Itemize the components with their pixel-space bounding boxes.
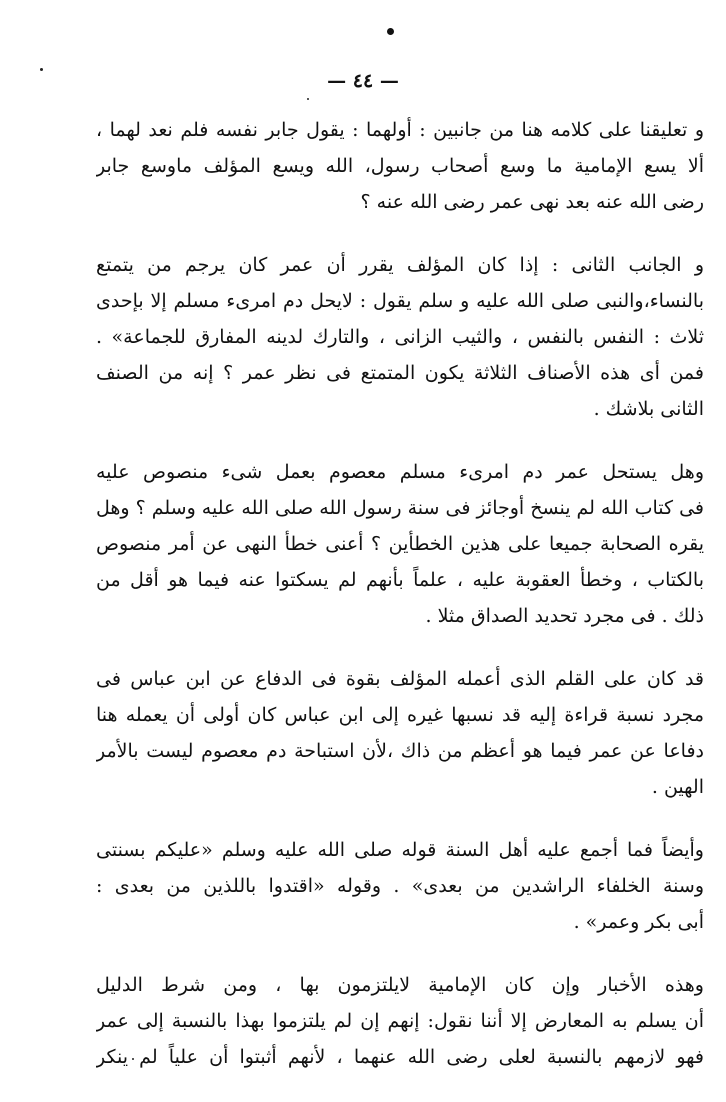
paragraph-2 bbox=[96, 247, 704, 427]
text-line: فى كتاب الله لم ينسخ أوجائز فى سنة رسول الله صلى الله عليه وسلم ؟ وهل bbox=[96, 497, 704, 519]
text-line: ذلك . فى مجرد تحديد الصداق مثلا . bbox=[425, 605, 704, 627]
text-line: فمن أى هذه الأصناف الثلاثة يكون المتمتع فى نظر عمر ؟ إنه من الصنف bbox=[96, 362, 704, 384]
text-line: يقره الصحابة جميعا على هذين الخطأين ؟ أعنى خطأ النهى عن أمر منصوص bbox=[96, 533, 704, 555]
page-dot-mark bbox=[387, 28, 394, 35]
text-line: أبى بكر وعمر» . bbox=[573, 911, 704, 933]
text-line: ثلاث : النفس بالنفس ، والثيب الزانى ، والتارك لدينه المفارق للجماعة» . bbox=[96, 326, 704, 348]
paragraph-3 bbox=[96, 454, 704, 634]
paragraph-4 bbox=[96, 661, 704, 805]
text-line: دفاعا عن عمر فيما هو أعظم من ذاك ،لأن استباحة دم معصوم ليست بالأمر bbox=[96, 740, 704, 762]
text-line: وهذه الأخبار وإن كان الإمامية لايلتزمون بها ، ومن شرط الدليل bbox=[96, 974, 704, 996]
text-line: قد كان على القلم الذى أعمله المؤلف بقوة فى الدفاع عن ابن عباس فى bbox=[96, 668, 704, 690]
page-number: — ٤٤ — bbox=[327, 70, 399, 92]
text-line: ألا يسع الإمامية ما وسع أصحاب رسول، الله ويسع المؤلف ماوسع جابر bbox=[96, 155, 704, 177]
paragraph-1 bbox=[96, 112, 704, 220]
scan-speck bbox=[307, 98, 309, 100]
paragraph-5 bbox=[96, 832, 704, 940]
text-line: رضى الله عنه بعد نهى عمر رضى الله عنه ؟ bbox=[360, 191, 704, 213]
text-line: وهل يستحل عمر دم امرىء مسلم معصوم بعمل شىء منصوص عليه bbox=[96, 461, 704, 483]
text-line: الهين . bbox=[651, 776, 704, 798]
text-line: و تعليقنا على كلامه هنا من جانبين : أولهما : يقول جابر نفسه فلم نعد لهما ، bbox=[96, 119, 704, 141]
text-line: أن يسلم به المعارض إلا أننا نقول: إنهم إن لم يلتزموا بهذا بالنسبة إلى عمر bbox=[96, 1010, 704, 1032]
text-line: بالنساء،والنبى صلى الله عليه و سلم يقول : لايحل دم امرىء مسلم إلا بإحدى bbox=[96, 290, 704, 312]
text-line: الثانى بلاشك . bbox=[593, 398, 704, 420]
text-line: وأيضاً فما أجمع عليه أهل السنة قوله صلى الله عليه وسلم «عليكم بسنتى bbox=[96, 839, 704, 861]
text-line: مجرد نسبة قراءة إليه قد نسبها غيره إلى ابن عباس كان أولى أن يعمله هنا bbox=[96, 704, 704, 726]
text-line: وسنة الخلفاء الراشدين من بعدى» . وقوله «اقتدوا باللذين من بعدى : bbox=[96, 875, 704, 897]
text-line: بالكتاب ، وخطأ العقوبة عليه ، علماً بأنهم لم يسكتوا عنه فيما هو أقل من bbox=[96, 569, 704, 591]
paragraph-6 bbox=[96, 967, 704, 1075]
text-line: فهو لازمهم بالنسبة لعلى رضى الله عنهما ، لأنهم أثبتوا أن علياً لم ينكر bbox=[96, 1046, 704, 1068]
body-text bbox=[96, 112, 704, 1102]
text-line: و الجانب الثانى : إذا كان المؤلف يقرر أن عمر كان يرجم من يتمتع bbox=[96, 254, 704, 276]
